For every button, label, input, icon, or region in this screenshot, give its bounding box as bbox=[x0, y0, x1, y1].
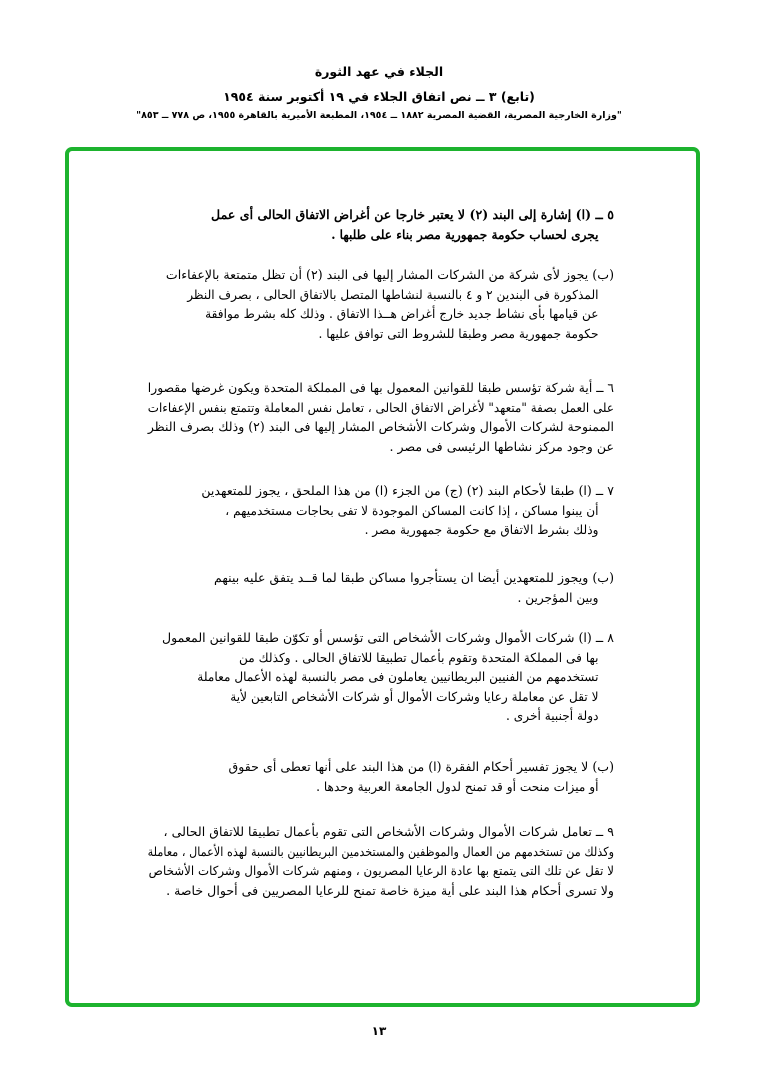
text-line: أن يبنوا مساكن ، إذا كانت المساكن الموجودة لا تفى بحاجات مستخدميهم ، bbox=[225, 502, 599, 518]
text-line: أو ميزات منحت أو قد تمنح لدول الجامعة العربية وحدها . bbox=[316, 778, 599, 794]
article-8-b bbox=[148, 757, 614, 796]
document-subtitle: (تابع) ٣ ــ نص اتفاق الجلاء في ١٩ أكتوبر سنة ١٩٥٤ bbox=[223, 89, 535, 104]
article-5-a bbox=[148, 205, 614, 244]
text-line: لا تقل عن معاملة رعايا وشركات الأموال أو شركات الأشخاص التابعين لأية bbox=[230, 688, 599, 704]
text-line: ٨ ــ (ا) شركات الأموال وشركات الأشخاص التى تؤسس أو تكوّن طبقا للقوانين المعمول bbox=[162, 630, 614, 645]
text-line: (ب) ويجوز للمتعهدين أيضا ان يستأجروا مساكن طبقا لما قــد يتفق عليه بينهم bbox=[214, 570, 614, 585]
text-line: الممنوحة لشركات الأموال وشركات الأشخاص المشار إليها فى البند (٢) وذلك بصرف النظر bbox=[147, 419, 614, 435]
text-line: المذكورة فى البندين ٢ و ٤ بالنسبة لنشاطها المتصل بالاتفاق الحالى ، بصرف النظر bbox=[187, 286, 599, 302]
text-line: عن وجود مركز نشاطها الرئيسى فى مصر . bbox=[389, 438, 614, 454]
text-line: وبين المؤجرين . bbox=[517, 589, 599, 605]
article-7-a bbox=[148, 481, 614, 540]
text-line: (ب) لا يجوز تفسير أحكام الفقرة (ا) من هذا البند على أنها تعطى أى حقوق bbox=[228, 759, 614, 774]
text-line: بها فى المملكة المتحدة وتقوم بأعمال تطبيقا للاتفاق الحالى . وكذلك من bbox=[238, 649, 599, 665]
text-line: ٥ ــ (ا) إشارة إلى البند (٢) لا يعتبر خارجا عن أغراض الاتفاق الحالى أى عمل bbox=[211, 207, 614, 222]
text-line: (ب) يجوز لأى شركة من الشركات المشار إليها فى البند (٢) أن تظل متمتعة بالإعفاءات bbox=[165, 267, 614, 282]
text-line: وذلك بشرط الاتفاق مع حكومة جمهورية مصر . bbox=[364, 522, 599, 538]
text-line: ٩ ــ تعامل شركات الأموال وشركات الأشخاص التى تقوم بأعمال تطبيقا للاتفاق الحالى ، bbox=[163, 824, 614, 839]
article-5-b bbox=[148, 265, 614, 343]
text-line: على العمل بصفة "متعهد" لأغراض الاتفاق الحالى ، تعامل نفس المعاملة وتتمتع بنفس الإعفاءات bbox=[147, 399, 614, 415]
article-8-a bbox=[148, 628, 614, 726]
text-line: يجرى لحساب حكومة جمهورية مصر بناء على طلبها . bbox=[331, 226, 599, 242]
text-line: تستخدمهم من الفنيين البريطانيين يعاملون فى مصر بالنسبة لهذه الأعمال معاملة bbox=[197, 669, 599, 685]
text-line: وكذلك من تستخدمهم من العمال والموظفين والمستخدمين البريطانيين بالنسبة لهذه الأعمال ، معاملة bbox=[147, 843, 615, 859]
text-line: ٧ ــ (ا) طبقا لأحكام البند (٢) (ج) من الجزء (ا) من هذا الملحق ، يجوز للمتعهدين bbox=[201, 483, 614, 498]
text-line: ٦ ــ أية شركة تؤسس طبقا للقوانين المعمول بها فى المملكة المتحدة ويكون غرضها مقصورا bbox=[147, 380, 614, 395]
source-citation: "وزارة الخارجية المصرية، القضية المصرية ١٨٨٢ ــ ١٩٥٤، المطبعة الأميرية بالقاهرة ١٩٥٥، ص ٧٧٨ ــ ٨٥٣" bbox=[136, 110, 622, 121]
document-title: الجلاء في عهد الثورة bbox=[314, 64, 444, 79]
text-line: دولة أجنبية أخرى . bbox=[505, 708, 599, 724]
article-7-b bbox=[148, 568, 614, 607]
page-number: ١٣ bbox=[371, 1024, 387, 1038]
text-line: ولا تسرى أحكام هذا البند على أية ميزة خاصة تمنح للرعايا المصريين فى أحوال خاصة . bbox=[166, 882, 614, 898]
text-line: حكومة جمهورية مصر وطبقا للشروط التى توافق عليها . bbox=[318, 325, 599, 341]
text-line: لا تقل عن تلك التى يتمتع بها عادة الرعايا المصريون ، ومنهم شركات الأموال وشركات الأشخاص bbox=[148, 863, 614, 879]
article-9 bbox=[148, 822, 614, 900]
article-6 bbox=[148, 378, 614, 456]
text-line: عن قيامها بأى نشاط جديد خارج أغراض هــذا الاتفاق . وذلك كله بشرط موافقة bbox=[205, 306, 599, 322]
